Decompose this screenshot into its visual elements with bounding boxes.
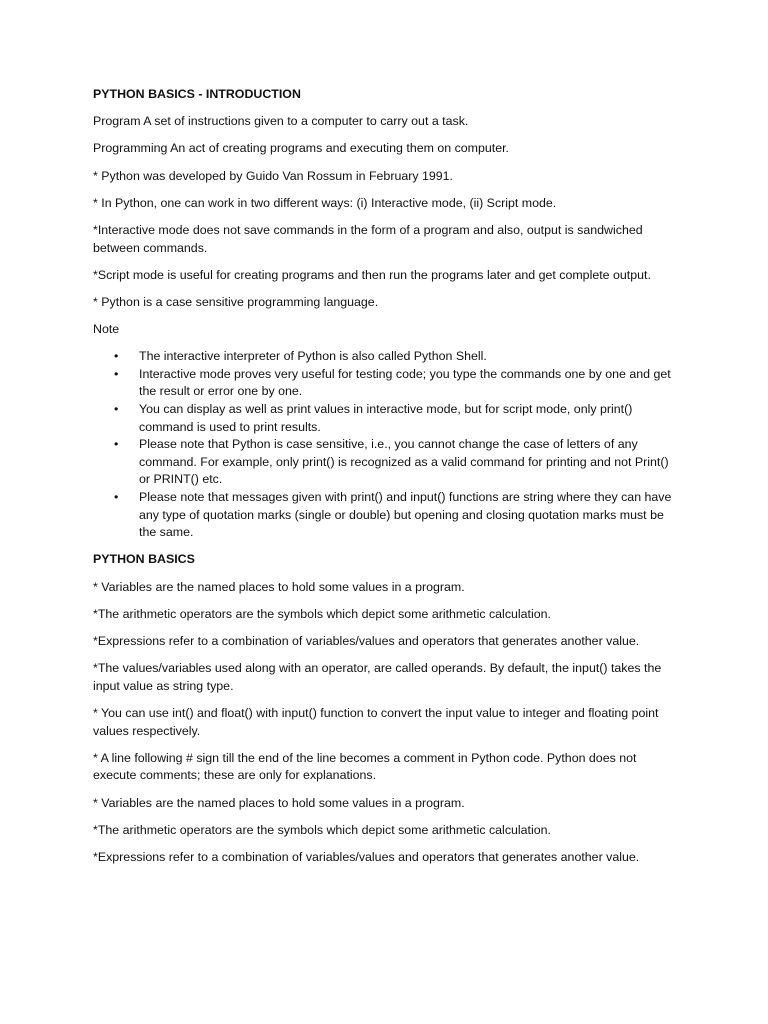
- document-page: [93, 86, 683, 876]
- section-heading-intro: PYTHON BASICS - INTRODUCTION: [93, 87, 301, 101]
- bullet-icon: •: [114, 349, 119, 364]
- note-list-item: [93, 436, 683, 489]
- paragraph: *Script mode is useful for creating programs and then run the programs later and get complete output.: [93, 267, 651, 282]
- bullet-icon: •: [114, 402, 119, 417]
- section-heading-basics: PYTHON BASICS: [93, 552, 195, 567]
- paragraph: *Expressions refer to a combination of variables/values and operators that generates another value.: [93, 633, 640, 648]
- paragraph: * A line following # sign till the end of the line becomes a comment in Python code. Python does not execute comments; these are only for explanations.: [93, 750, 637, 783]
- bullet-icon: •: [114, 490, 119, 505]
- paragraph: * Python was developed by Guido Van Rossum in February 1991.: [93, 168, 453, 183]
- note-list-item: [93, 366, 683, 401]
- paragraph: *The arithmetic operators are the symbols which depict some arithmetic calculation.: [93, 822, 551, 837]
- note-text: The interactive interpreter of Python is also called Python Shell.: [139, 349, 487, 364]
- paragraph: *The values/variables used along with an operator, are called operands. By default, the input() takes the input value as string type.: [93, 661, 662, 693]
- note-list-item: [93, 348, 683, 366]
- note-list: [93, 348, 683, 542]
- paragraph: * Variables are the named places to hold some values in a program.: [93, 795, 465, 810]
- paragraph: *Interactive mode does not save commands in the form of a program and also, output is sandwiched between commands.: [93, 222, 643, 255]
- bullet-icon: •: [114, 437, 119, 452]
- note-list-item: [93, 401, 683, 436]
- paragraph: * In Python, one can work in two different ways: (i) Interactive mode, (ii) Script mode.: [93, 195, 557, 210]
- paragraph: * Variables are the named places to hold some values in a program.: [93, 579, 465, 594]
- note-text: Interactive mode proves very useful for testing code; you type the commands one by one and get the result or error one by one.: [139, 366, 671, 399]
- paragraph: * You can use int() and float() with input() function to convert the input value to integer and floating point values respectively.: [93, 705, 659, 738]
- note-label: Note: [93, 322, 120, 337]
- note-text: Please note that Python is case sensitive, i.e., you cannot change the case of letters of any command. For example, only print() is recognized as a valid command for printing and not Print() or PRINT() etc.: [139, 437, 669, 487]
- paragraph: *Expressions refer to a combination of variables/values and operators that generates another value.: [93, 849, 640, 864]
- paragraph: Program A set of instructions given to a computer to carry out a task.: [93, 114, 469, 129]
- note-text: Please note that messages given with print() and input() functions are string where they can have any type of quotation marks (single or double) but opening and closing quotation marks must be the same.: [139, 490, 672, 540]
- bullet-icon: •: [114, 366, 119, 381]
- paragraph: * Python is a case sensitive programming language.: [93, 294, 379, 309]
- paragraph: *The arithmetic operators are the symbols which depict some arithmetic calculation.: [93, 606, 551, 621]
- note-text: You can display as well as print values in interactive mode, but for script mode, only print() command is used to print results.: [139, 402, 633, 434]
- note-list-item: [93, 489, 683, 542]
- paragraph: Programming An act of creating programs and executing them on computer.: [93, 141, 509, 156]
